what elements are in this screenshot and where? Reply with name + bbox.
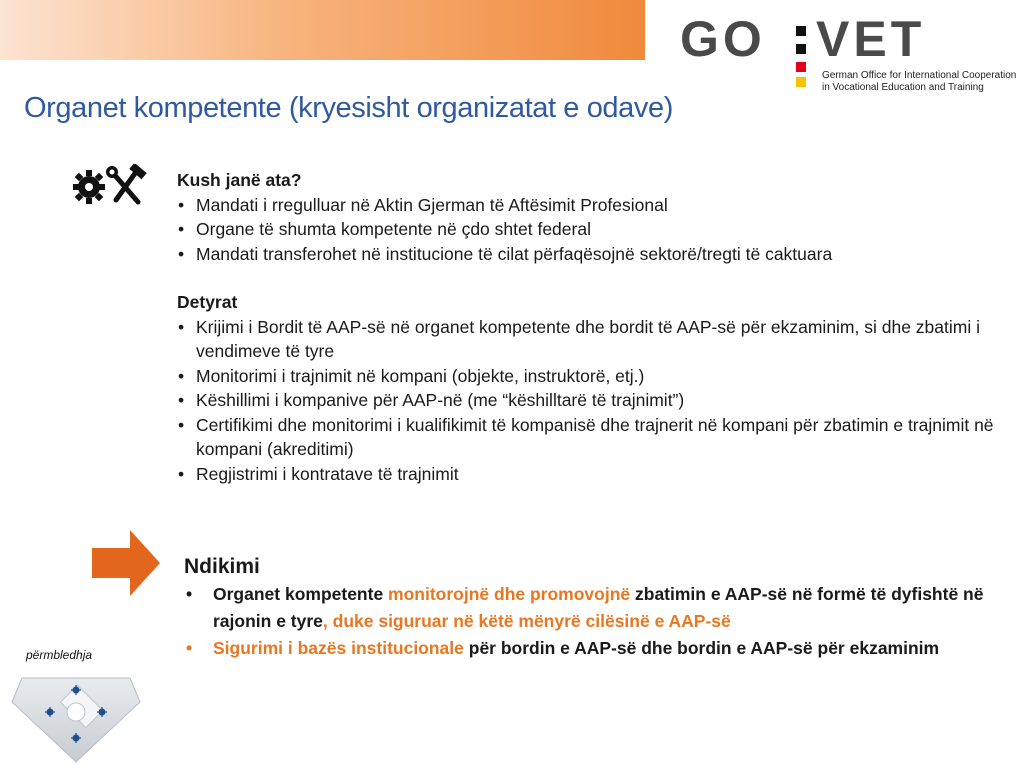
list-item: • Regjistrimi i kontratave të trajnimit (177, 462, 997, 487)
impact-list (184, 581, 1004, 662)
impact-highlight: monitorojnë dhe promovojnë (388, 584, 631, 604)
list-item: • Këshillimi i kompanive për AAP-në (me “këshilltarë të trajnimit”) (177, 388, 997, 413)
header-orange-bar (0, 0, 645, 60)
logo-subtitle-line1: German Office for International Cooperation (822, 70, 1017, 81)
impact-highlight: Sigurimi i bazës institucionale (213, 638, 464, 658)
impact-section (184, 553, 1004, 662)
summary-label: përmbledhja (26, 648, 93, 662)
list-item: • Mandati i rregulluar në Aktin Gjerman të Aftësimit Profesional (177, 193, 997, 218)
logo-vet-text: VET (816, 14, 926, 67)
logo-subtitle-line2: in Vocational Education and Training (822, 82, 984, 93)
logo-square-black-2 (796, 44, 806, 54)
page-title: Organet kompetente (kryesisht organizatat e odave) (24, 92, 673, 124)
list-item: • Mandati transferohet në institucione të cilat përfaqësojnë sektorë/tregti të caktuara (177, 242, 997, 267)
list-item (184, 581, 1004, 635)
navigation-diamond-icon[interactable] (10, 672, 142, 764)
list-item: • Certifikimi dhe monitorimi i kualifikimit të kompanisë dhe trajnerit në kompani për zbatimin e trajnimit në kompani (akreditimi) (177, 413, 997, 462)
impact-text: për bordin e AAP-së dhe bordin e AAP-së për ekzaminim (463, 638, 940, 658)
content-area (177, 168, 997, 486)
list-item: • Krijimi i Bordit të AAP-së në organet kompetente dhe bordit të AAP-së për ekzaminim, si dhe zbatimi i vendimeve të tyre (177, 315, 997, 364)
impact-highlight: , duke siguruar në këtë mënyrë cilësinë e AAP-së (322, 611, 731, 631)
logo-go-text: GO (680, 14, 766, 67)
list-item: • Organe të shumta kompetente në çdo shtet federal (177, 217, 997, 242)
list-item: • Monitorimi i trajnimit në kompani (objekte, instruktorë, etj.) (177, 364, 997, 389)
impact-heading: Ndikimi (184, 555, 260, 578)
right-arrow-icon (92, 530, 160, 596)
impact-text: Organet kompetente (213, 584, 389, 604)
list-item (184, 635, 1004, 662)
logo-square-black (796, 26, 806, 36)
logo-subtitle (822, 70, 1016, 94)
who-heading: Kush janë ata? (177, 170, 302, 190)
impact-text: zbatimin e AAP-së në formë të dyfishtë në rajonin e tyre (213, 584, 984, 631)
tasks-list (177, 315, 997, 487)
logo-square-gold (796, 77, 806, 87)
logo-square-red (796, 62, 806, 72)
gear-wrench-hammer-icon (72, 164, 154, 208)
tasks-heading: Detyrat (177, 292, 238, 312)
who-list (177, 193, 997, 267)
